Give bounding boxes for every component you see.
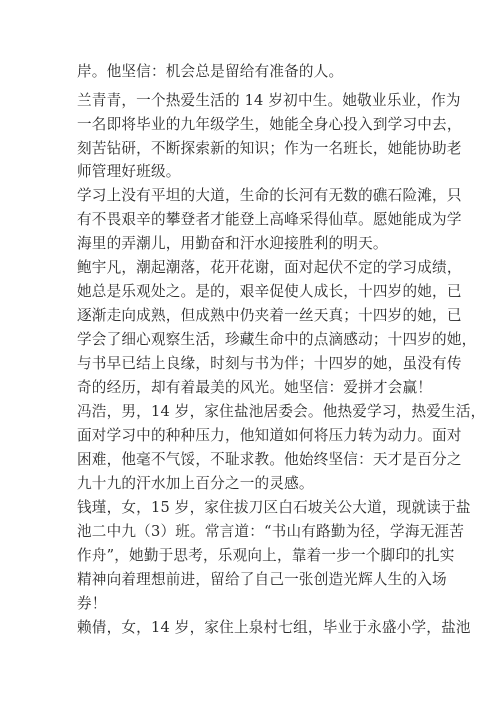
text-line: 海里的弄潮儿，用勤奋和汗水迎接胜利的明天。 [77,235,388,252]
text-line: 有不畏艰辛的攀登者才能登上高峰采得仙草。愿她能成为学 [77,211,462,228]
text-line: 学习上没有平坦的大道，生命的长河有无数的礁石险滩，只 [77,187,462,204]
text-line: 逐渐走向成熟，但成熟中仍夹着一丝天真；十四岁的她，已 [77,307,462,324]
text-line: 奇的经历，却有着最美的风光。她坚信：爱拼才会赢！ [77,379,433,396]
text-line: 池二中九（3）班。常言道：“书山有路勤为径，学海无涯苦 [77,523,464,540]
text-line: 一名即将毕业的九年级学生，她能全身心投入到学习中去， [77,116,462,133]
text-line: 她总是乐观处之。是的，艰辛促使人成长，十四岁的她，已 [77,283,462,300]
text-line: 赖倩，女，14 岁，家住上泉村七组，毕业于永盛小学，盐池 [77,619,471,636]
text-line: 鲍宇凡，潮起潮落，花开花谢，面对起伏不定的学习成绩， [77,259,462,276]
text-line: 困难，他毫不气馁，不耻求教。他始终坚信：天才是百分之 [77,451,462,468]
text-line: 学会了细心观察生活，珍藏生命中的点滴感动；十四岁的她， [77,331,477,348]
text-line: 钱瑾，女，15 岁，家住拔刀区白石坡关公大道，现就读于盐 [77,499,471,516]
text-line: 券！ [77,595,107,612]
text-line: 精神向着理想前进，留给了自己一张创造光辉人生的入场 [77,571,447,588]
text-line: 冯浩，男，14 岁，家住盐池居委会。他热爱学习，热爱生活， [77,403,486,420]
text-line: 刻苦钻研，不断探索新的知识；作为一名班长，她能协助老 [77,140,462,157]
text-line: 岸。他坚信：机会总是留给有准备的人。 [77,63,344,80]
text-line: 作舟”，她勤于思考，乐观向上，靠着一步一个脚印的扎实 [77,547,455,564]
text-line: 九十九的汗水加上百分之一的灵感。 [77,475,314,492]
text-line: 与书早已结上良缘，时刻与书为伴；十四岁的她，虽没有传 [77,355,462,372]
text-line: 兰青青，一个热爱生活的 14 岁初中生。她敬业乐业，作为 [77,92,461,109]
text-line: 面对学习中的种种压力，他知道如何将压力转为动力。面对 [77,427,462,444]
text-line: 师管理好班级。 [77,163,181,180]
